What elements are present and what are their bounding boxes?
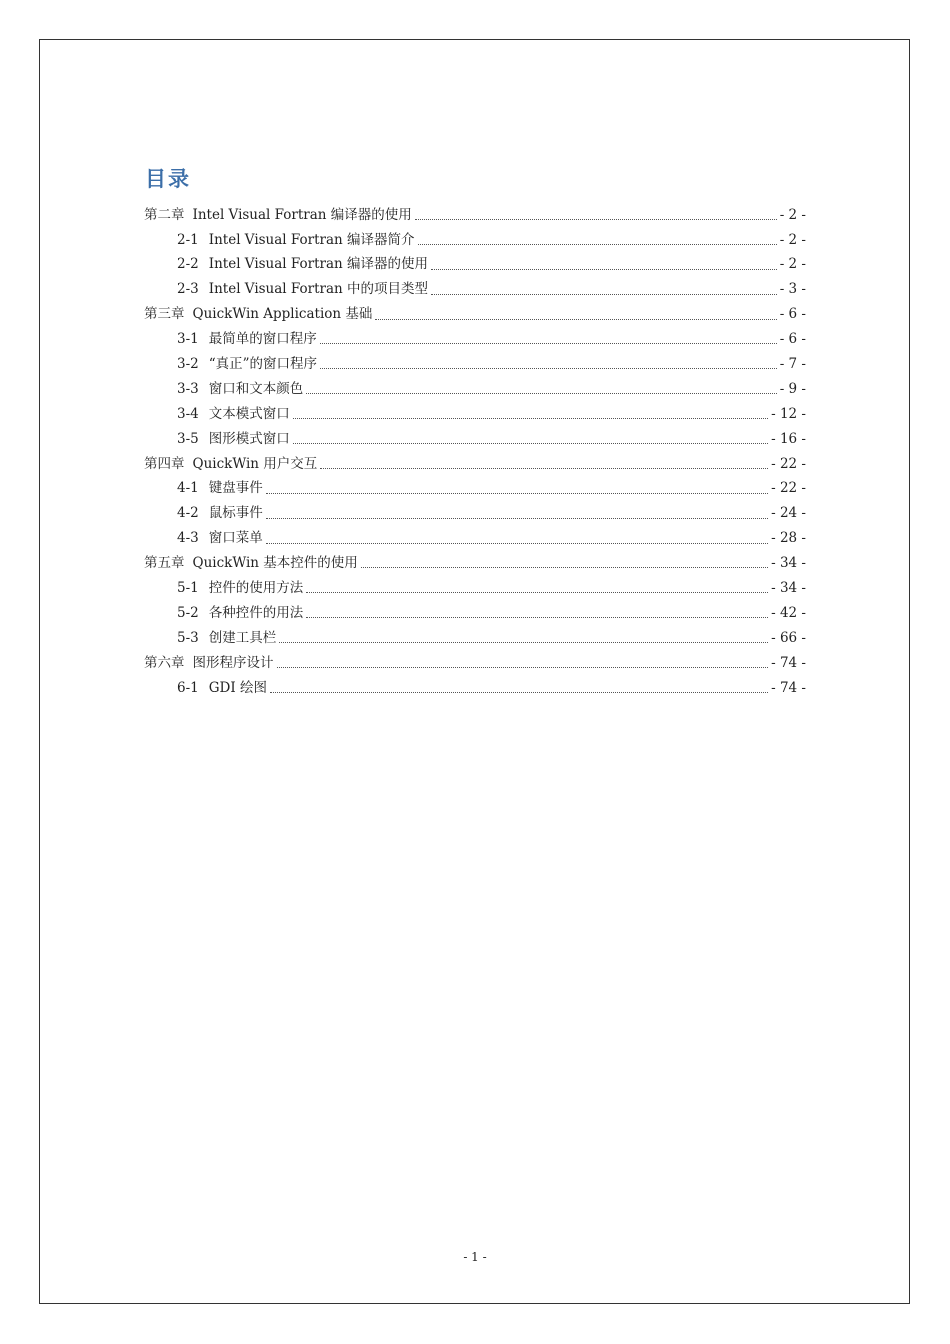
toc-entry-page: - 22 - bbox=[771, 480, 806, 497]
toc-entry-page: - 6 - bbox=[779, 306, 806, 323]
toc-entry-text bbox=[177, 231, 415, 248]
toc-dot-leader bbox=[266, 518, 768, 519]
toc-entry-chapter-4[interactable] bbox=[144, 452, 806, 477]
toc-dot-leader bbox=[375, 319, 776, 320]
toc-entry-text bbox=[177, 604, 304, 621]
toc-entry-label: Intel Visual Fortran 中的项目类型 bbox=[208, 281, 429, 298]
toc-entry-number: 4-1 bbox=[177, 480, 199, 497]
toc-entry-label: QuickWin 基本控件的使用 bbox=[192, 555, 358, 572]
toc-entry-number: 6-1 bbox=[177, 679, 199, 696]
page-number: - 1 - bbox=[463, 1250, 487, 1264]
toc-dot-leader bbox=[320, 468, 768, 469]
toc-entry-page: - 74 - bbox=[771, 679, 806, 696]
toc-entry-page: - 2 - bbox=[779, 206, 806, 223]
toc-entry-4-1[interactable] bbox=[144, 477, 806, 502]
toc-dot-leader bbox=[418, 244, 777, 245]
toc-entry-3-4[interactable] bbox=[144, 402, 806, 427]
toc-entry-label: 键盘事件 bbox=[208, 480, 263, 497]
toc-entry-label: GDI 绘图 bbox=[208, 679, 267, 696]
toc-entry-label: 图形程序设计 bbox=[192, 654, 274, 671]
toc-entry-label: 窗口和文本颜色 bbox=[208, 380, 304, 397]
toc-entry-chapter-3[interactable] bbox=[144, 303, 806, 328]
toc-entry-5-2[interactable] bbox=[144, 601, 806, 626]
toc-entry-text bbox=[177, 258, 428, 272]
toc-entry-text bbox=[177, 283, 428, 297]
toc-entry-number: 2-3 bbox=[177, 281, 199, 298]
toc-entry-number: 5-3 bbox=[177, 629, 199, 646]
toc-entry-number: 3-4 bbox=[177, 405, 199, 422]
toc-entry-chapter-2[interactable] bbox=[144, 203, 806, 228]
toc-entry-3-3[interactable] bbox=[144, 377, 806, 402]
toc-entry-page: - 34 - bbox=[771, 555, 806, 572]
toc-entry-label: 控件的使用方法 bbox=[208, 580, 304, 597]
toc-entry-chapter-6[interactable] bbox=[144, 651, 806, 676]
toc-entry-number: 2-2 bbox=[177, 256, 199, 273]
toc-entry-number: 4-3 bbox=[177, 530, 199, 547]
toc-entry-page: - 2 - bbox=[779, 256, 806, 273]
toc-entry-number: 第六章 bbox=[144, 654, 185, 671]
toc-entry-label: 最简单的窗口程序 bbox=[208, 331, 317, 348]
toc-dot-leader bbox=[277, 667, 769, 668]
toc-entry-page: - 2 - bbox=[779, 231, 806, 248]
toc-entry-text bbox=[177, 430, 290, 447]
toc-entry-label: Intel Visual Fortran 编译器的使用 bbox=[208, 256, 429, 273]
toc-entry-page: - 7 - bbox=[779, 356, 806, 373]
toc-dot-leader bbox=[415, 219, 777, 220]
toc-entry-5-1[interactable] bbox=[144, 576, 806, 601]
toc-entry-label: 文本模式窗口 bbox=[208, 405, 290, 422]
toc-entry-number: 3-2 bbox=[177, 356, 199, 373]
toc-entry-page: - 74 - bbox=[771, 654, 806, 671]
toc-entry-page: - 16 - bbox=[771, 430, 806, 447]
toc-entry-label: Intel Visual Fortran 编译器的使用 bbox=[192, 206, 412, 223]
toc-entry-text bbox=[177, 380, 304, 397]
toc-entry-text bbox=[144, 455, 318, 472]
toc-dot-leader bbox=[266, 543, 768, 544]
toc-dot-leader bbox=[306, 617, 768, 618]
toc-entry-text bbox=[177, 629, 277, 646]
toc-entry-5-3[interactable] bbox=[144, 626, 806, 651]
toc-dot-leader bbox=[266, 493, 768, 494]
toc-entry-text bbox=[144, 206, 412, 223]
toc-entry-3-5[interactable] bbox=[144, 427, 806, 452]
toc-entry-page: - 9 - bbox=[779, 380, 806, 397]
toc-entry-number: 5-2 bbox=[177, 604, 199, 621]
toc-entry-number: 第四章 bbox=[144, 455, 185, 472]
toc-entry-label: 鼠标事件 bbox=[208, 505, 263, 522]
toc-entry-3-1[interactable] bbox=[144, 327, 806, 352]
toc-entry-number: 第五章 bbox=[144, 555, 185, 572]
toc-entry-page: - 6 - bbox=[779, 331, 806, 348]
toc-entry-text bbox=[144, 654, 274, 671]
toc-entry-label: 图形模式窗口 bbox=[208, 430, 290, 447]
toc-entry-number: 3-3 bbox=[177, 380, 199, 397]
toc-entry-text bbox=[177, 679, 267, 696]
toc-entry-number: 3-5 bbox=[177, 430, 199, 447]
toc-entry-text bbox=[177, 405, 290, 422]
toc-entry-number: 5-1 bbox=[177, 580, 199, 597]
toc-entry-page: - 34 - bbox=[771, 580, 806, 597]
toc-entry-label: 创建工具栏 bbox=[208, 629, 277, 646]
toc-entry-label: Intel Visual Fortran 编译器简介 bbox=[208, 231, 415, 248]
toc-entry-number: 2-1 bbox=[177, 231, 199, 248]
toc-entry-number: 第三章 bbox=[144, 306, 185, 323]
toc-entry-page: - 42 - bbox=[771, 604, 806, 621]
toc-entry-number: 4-2 bbox=[177, 505, 199, 522]
toc-dot-leader bbox=[270, 692, 768, 693]
toc-entry-chapter-5[interactable] bbox=[144, 551, 806, 576]
toc-entry-label: 窗口菜单 bbox=[208, 530, 263, 547]
toc-entry-2-2[interactable] bbox=[144, 253, 806, 278]
toc-entry-text bbox=[177, 582, 303, 596]
toc-entry-4-3[interactable] bbox=[144, 527, 806, 552]
toc-dot-leader bbox=[293, 443, 768, 444]
toc-entry-text bbox=[177, 532, 263, 546]
toc-entry-number: 3-1 bbox=[177, 331, 199, 348]
toc-entry-3-2[interactable] bbox=[144, 352, 806, 377]
toc-entry-page: - 66 - bbox=[771, 629, 806, 646]
toc-entry-page: - 3 - bbox=[779, 281, 806, 298]
toc-entry-text bbox=[177, 507, 263, 521]
toc-dot-leader bbox=[306, 393, 776, 394]
toc-list bbox=[144, 203, 806, 701]
toc-dot-leader bbox=[320, 343, 777, 344]
toc-dot-leader bbox=[361, 567, 768, 568]
toc-entry-text bbox=[177, 358, 317, 372]
toc-entry-text bbox=[177, 482, 263, 496]
toc-entry-label: 各种控件的用法 bbox=[208, 604, 304, 621]
toc-dot-leader bbox=[431, 269, 777, 270]
toc-entry-2-1[interactable] bbox=[144, 228, 806, 253]
toc-entry-4-2[interactable] bbox=[144, 502, 806, 527]
toc-entry-page: - 24 - bbox=[771, 505, 806, 522]
toc-entry-text bbox=[144, 308, 372, 322]
toc-entry-label: “真正”的窗口程序 bbox=[208, 356, 318, 373]
toc-entry-label: QuickWin 用户交互 bbox=[192, 455, 318, 472]
toc-dot-leader bbox=[320, 368, 777, 369]
toc-title: 目录 bbox=[145, 167, 191, 191]
toc-entry-text bbox=[144, 557, 358, 571]
toc-dot-leader bbox=[431, 294, 777, 295]
toc-entry-label: QuickWin Application 基础 bbox=[192, 306, 373, 323]
toc-dot-leader bbox=[279, 642, 768, 643]
toc-entry-text bbox=[177, 333, 317, 347]
toc-entry-page: - 12 - bbox=[771, 405, 806, 422]
toc-entry-page: - 28 - bbox=[771, 530, 806, 547]
toc-dot-leader bbox=[293, 418, 768, 419]
toc-entry-2-3[interactable] bbox=[144, 278, 806, 303]
toc-entry-page: - 22 - bbox=[771, 455, 806, 472]
toc-entry-number: 第二章 bbox=[144, 206, 185, 223]
toc-entry-6-1[interactable] bbox=[144, 676, 806, 701]
toc-dot-leader bbox=[306, 592, 768, 593]
